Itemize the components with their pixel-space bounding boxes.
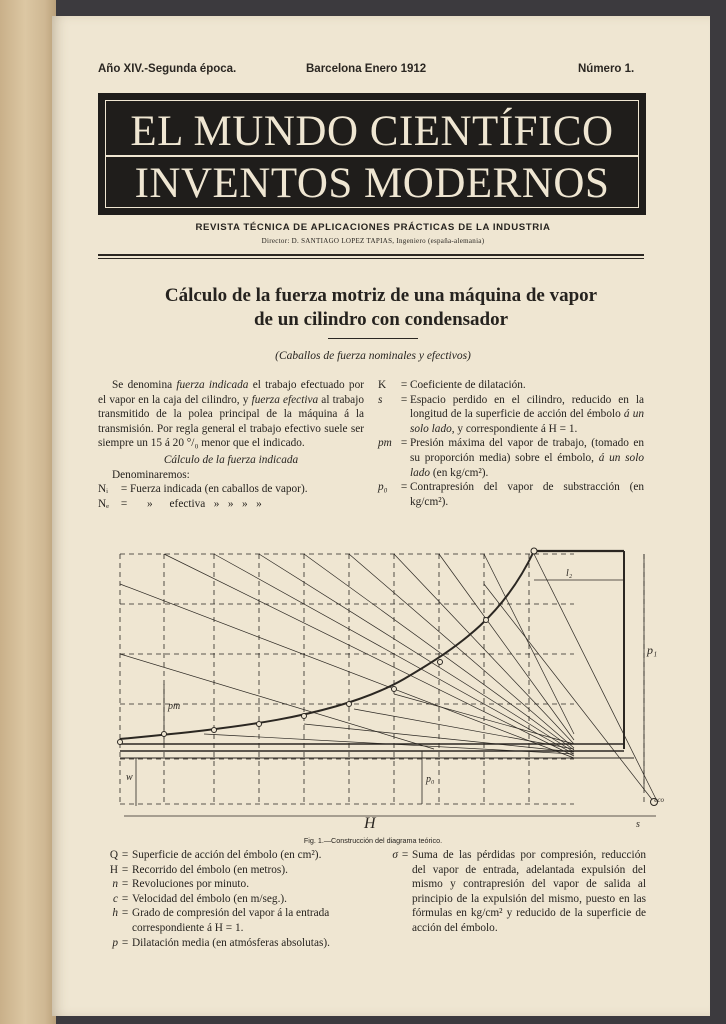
label-p0: p₀ [426, 774, 435, 785]
book-spine [0, 0, 56, 1024]
def-sigma: σ = Suma de las pérdidas por compresión, reducción del vapor de entrada, adelantada expulsión del mismo y contrapresión del vapor de salida al principio de la expulsión del mismo, puesto en las fórmulas en kg/cm² y reducido de la superficie de acción del émbolo. [392, 849, 646, 934]
intro-paragraph: Se denomina fuerza indicada el trabajo efectuado por el vapor en la caja del cilindro, y fuerza efectiva al trabajo transmitido de la polea principal de la máquina á la transmisión. Por regla general el trabajo efectivo suele ser siempre un 15 á 20 °/₀ menor que el indicado. [98, 379, 364, 450]
pt-10 [118, 740, 123, 745]
diagonal-lines [120, 554, 656, 802]
def-p0: p₀ = Contrapresión del vapor de substracción (en kg/cm²). [378, 481, 644, 508]
left-column [98, 378, 364, 511]
def-ni: Nᵢ = Fuerza indicada (en caballos de vapor). [98, 483, 308, 496]
masthead [98, 93, 646, 215]
label-eco: eco [654, 796, 664, 804]
label-l2: l₂ [566, 568, 573, 579]
def-n: n = Revoluciones por minuto. [112, 878, 250, 891]
diag-16 [534, 554, 656, 799]
article-title [82, 284, 680, 332]
def-p: p = Dilatación media (en atmósferas absolutas). [112, 936, 330, 949]
pt-3 [438, 660, 443, 665]
pt-6 [302, 714, 307, 719]
diag-3 [259, 554, 574, 752]
bottom-right-definitions [370, 848, 646, 936]
expansion-curve [120, 551, 534, 739]
header-rule-top [98, 254, 644, 256]
publication-subtitle: REVISTA TÉCNICA DE APLICACIONES PRÁCTICAS DE LA INDUSTRIA [195, 222, 551, 233]
article-title-line-1: Cálculo de la fuerza motriz de una máquina de vapor [164, 285, 598, 306]
label-pm: pm [168, 701, 181, 712]
label-H: H [364, 815, 376, 832]
diag-5 [349, 554, 574, 748]
masthead-divider [106, 155, 638, 157]
year-epoch: Año XIV.-Segunda época. [98, 63, 237, 75]
masthead-frame [105, 100, 639, 208]
label-s: s [636, 819, 640, 830]
label-w: w [126, 772, 133, 783]
figure-caption: Fig. 1.—Construcción del diagrama teórico. [303, 836, 443, 845]
def-h-upper: H = Recorrido del émbolo (en metros). [109, 863, 288, 876]
def-c: c = Velocidad del émbolo (en m/seg.). [112, 892, 287, 905]
def-pm: pm = Presión máxima del vapor de trabajo, (tomado en su proporción media) sobre el émbolo, á un solo lado (en kg/cm²). [378, 437, 644, 479]
title-short-rule [328, 338, 418, 339]
diagram-grid [120, 554, 644, 804]
right-column [378, 378, 644, 509]
term-fuerza-efectiva: fuerza efectiva [251, 393, 319, 406]
pt-2 [484, 618, 489, 623]
page [52, 16, 710, 1016]
diag-13 [354, 709, 574, 749]
diagram-labels [126, 568, 664, 832]
director-line: Director: D. SANTIAGO LOPEZ TAPIAS, Ingeniero (españa-alemania) [261, 237, 485, 245]
pt-8 [212, 728, 217, 733]
article-title-line-2: de un cilindro con condensador [253, 309, 509, 330]
pt-4 [392, 687, 397, 692]
header-rule-bottom [98, 258, 644, 259]
bottom-left-definitions [90, 848, 374, 950]
diagram-outline [120, 551, 656, 816]
issue-number: Número 1. [578, 63, 635, 75]
def-ne: Nₑ = » efectiva » » » » [98, 497, 262, 510]
def-s: s = Espacio perdido en el cilindro, reducido en la longitud de la superficie de acción del émbolo á un solo lado, y correspondiente á H = 1. [378, 393, 644, 435]
masthead-title-1: EL MUNDO CIENTÍFICO [130, 108, 614, 155]
curve-points [118, 548, 658, 806]
pt-1 [531, 548, 537, 554]
section-heading: Cálculo de la fuerza indicada [163, 453, 299, 466]
pt-5 [347, 702, 352, 707]
article-subtitle: (Caballos de fuerza nominales y efectivos) [275, 350, 471, 362]
denominaremos: Denominaremos: [112, 468, 190, 481]
steam-diagram-figure [104, 544, 664, 836]
diag-15 [484, 584, 654, 802]
pt-9 [162, 732, 167, 737]
pt-7 [257, 722, 262, 727]
masthead-title-2: INVENTOS MODERNOS [134, 160, 610, 207]
term-fuerza-indicada: fuerza indicada [176, 379, 249, 391]
label-p1: p₁ [647, 643, 658, 657]
def-k: K = Coeficiente de dilatación. [378, 379, 526, 391]
def-h-lower: h = Grado de compresión del vapor á la entrada correspondiente á H = 1. [112, 907, 330, 934]
def-q: Q = Superficie de acción del émbolo (en cm²). [109, 849, 322, 861]
place-date: Barcelona Enero 1912 [306, 63, 427, 75]
